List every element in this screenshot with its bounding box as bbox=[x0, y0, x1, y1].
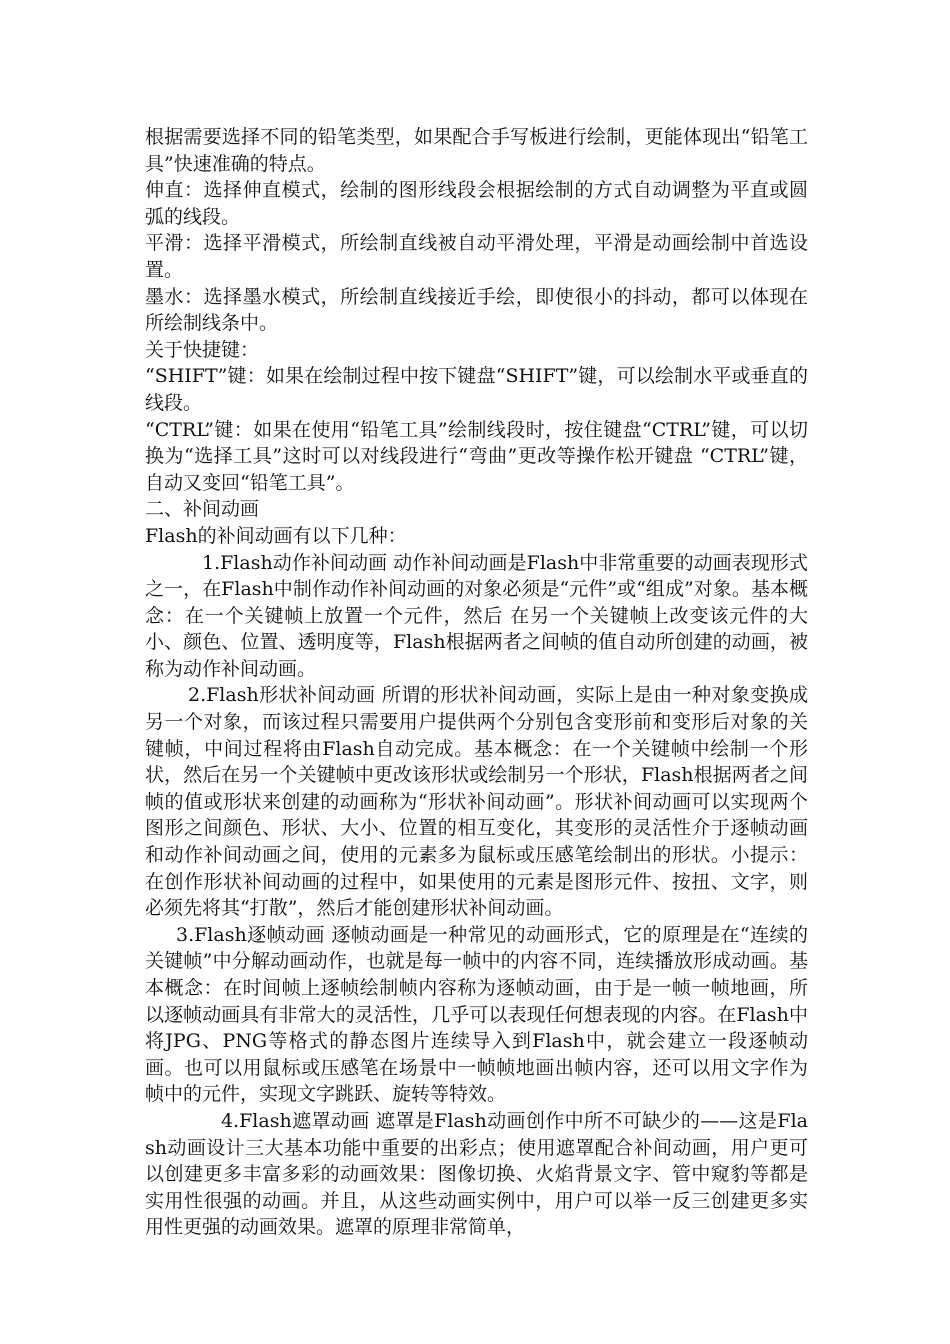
paragraph-pencil-type: 根据需要选择不同的铅笔类型，如果配合手写板进行绘制，更能体现出“铅笔工具”快速准确的特点。 bbox=[145, 126, 808, 175]
paragraph-ctrl-key: “CTRL”键：如果在使用“铅笔工具”绘制线段时，按住键盘“CTRL”键，可以切换为“选择工具”这时可以对线段进行“弯曲”更改等操作松开键盘 “CTRL”键，自动又变回“铅笔工具”。 bbox=[145, 418, 808, 494]
paragraph-mask-animation: 4.Flash遮罩动画 遮罩是Flash动画创作中所不可缺少的——这是Flash动画设计三大基本功能中重要的出彩点；使用遮罩配合补间动画，用户更可以创建更多丰富多彩的动画效果：图像切换、火焰背景文字、管中窥豹等都是实用性很强的动画。并且，从这些动画实例中，用户可以举一反三创建更多实用性更强的动画效果。遮罩的原理非常简单， bbox=[145, 1109, 808, 1239]
paragraph-shortcuts-heading: 关于快捷键： bbox=[145, 338, 260, 361]
document-body bbox=[145, 124, 808, 1241]
paragraph-shift-key: “SHIFT”键：如果在绘制过程中按下键盘“SHIFT”键，可以绘制水平或垂直的线段。 bbox=[145, 365, 808, 414]
paragraph-shape-tween: 2.Flash形状补间动画 所谓的形状补间动画，实际上是由一种对象变换成另一个对象，而该过程只需要用户提供两个分别包含变形前和变形后对象的关键帧，中间过程将由Flash自动完成。基本概念：在一个关键帧中绘制一个形状，然后在另一个关键帧中更改该形状或绘制另一个形状，Flash根据两者之间帧的值或形状来创建的动画称为“形状补间动画”。形状补间动画可以实现两个图形之间颜色、形状、大小、位置的相互变化，其变形的灵活性介于逐帧动画和动作补间动画之间，使用的元素多为鼠标或压感笔绘制出的形状。小提示：在创作形状补间动画的过程中，如果使用的元素是图形元件、按扭、文字，则必须先将其“打散”，然后才能创建形状补间动画。 bbox=[145, 684, 808, 920]
paragraph-smooth-mode: 平滑：选择平滑模式，所绘制直线被自动平滑处理，平滑是动画绘制中首选设置。 bbox=[145, 232, 808, 281]
section-heading-tween: 二、补间动画 bbox=[145, 498, 260, 521]
paragraph-ink-mode: 墨水：选择墨水模式，所绘制直线接近手绘，即使很小的抖动，都可以体现在所绘制线条中。 bbox=[145, 285, 808, 335]
paragraph-straighten-mode: 伸直：选择伸直模式，绘制的图形线段会根据绘制的方式自动调整为平直或圆弧的线段。 bbox=[145, 179, 808, 228]
paragraph-motion-tween: 1.Flash动作补间动画 动作补间动画是Flash中非常重要的动画表现形式之一，在Flash中制作动作补间动画的对象必须是“元件”或“组成”对象。基本概念：在一个关键帧上放置一个元件，然后 在另一个关键帧上改变该元件的大小、颜色、位置、透明度等，Flash根据两者之间帧的值自动所创建的动画，被称为动作补间动画。 bbox=[145, 551, 808, 680]
paragraph-frame-by-frame: 3.Flash逐帧动画 逐帧动画是一种常见的动画形式，它的原理是在“连续的关键帧”中分解动画动作，也就是每一帧中的内容不同，连续播放形成动画。基本概念：在时间帧上逐帧绘制帧内容称为逐帧动画，由于是一帧一帧地画，所以逐帧动画具有非常大的灵活性，几乎可以表现任何想表现的内容。在Flash中将JPG、PNG等格式的静态图片连续导入到Flash中，就会建立一段逐帧动画。也可以用鼠标或压感笔在场景中一帧帧地画出帧内容，还可以用文字作为帧中的元件，实现文字跳跃、旋转等特效。 bbox=[145, 923, 808, 1106]
paragraph-tween-intro: Flash的补间动画有以下几种： bbox=[145, 524, 407, 547]
